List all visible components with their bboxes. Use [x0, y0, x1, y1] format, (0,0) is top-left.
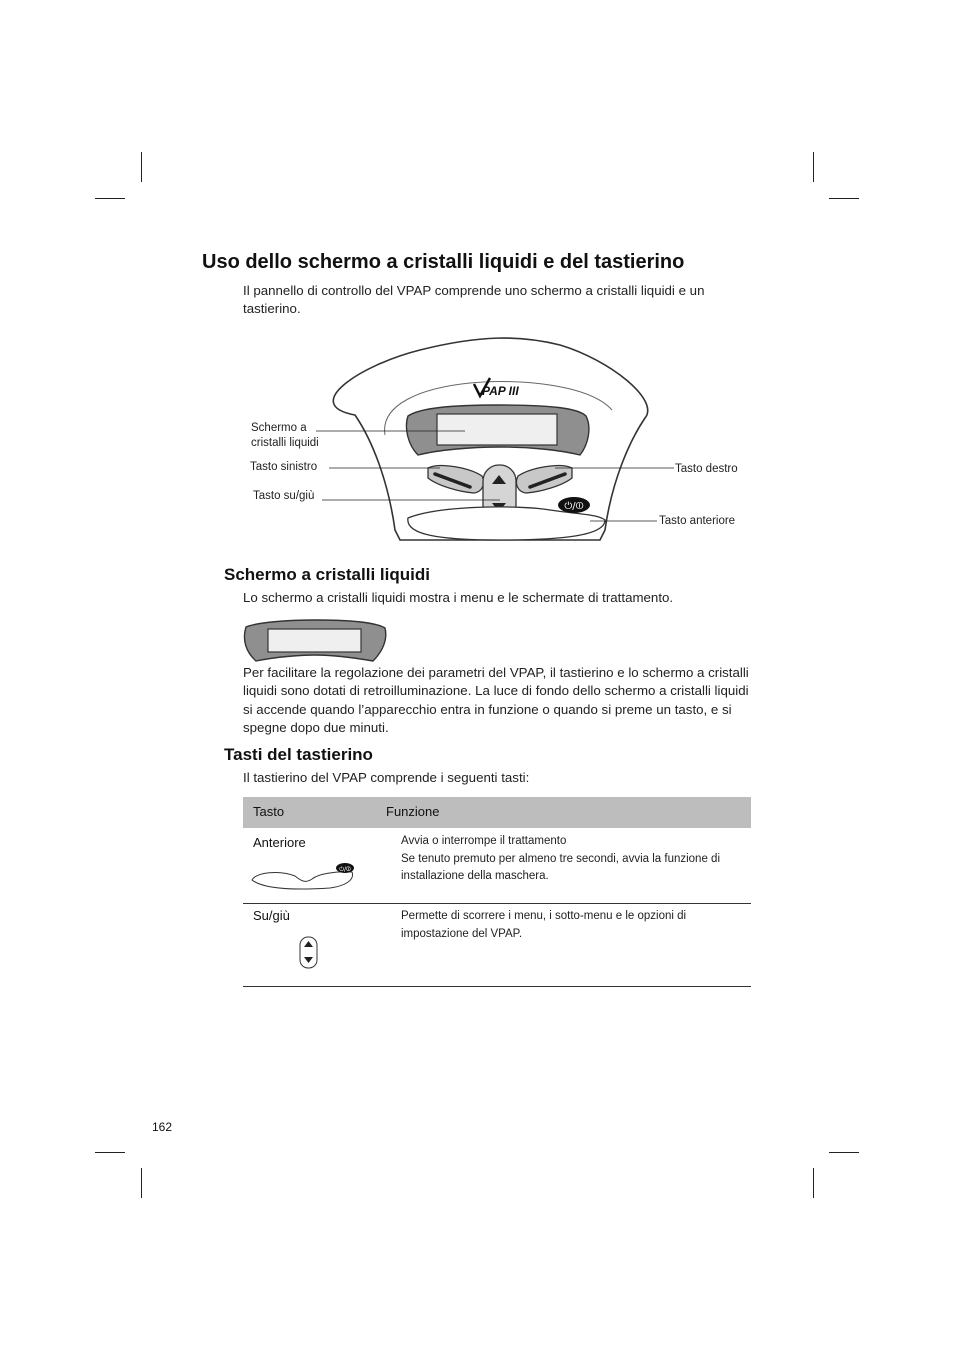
- lcd-heading: Schermo a cristalli liquidi: [224, 565, 430, 584]
- keys-heading: Tasti del tastierino: [224, 745, 373, 764]
- page-title: Uso dello schermo a cristalli liquidi e del tastierino: [202, 251, 685, 273]
- intro-paragraph: Il pannello di controllo del VPAP comprende uno schermo a cristalli liquidi e un tastierino.: [243, 283, 705, 317]
- table-header-key: Tasto: [253, 804, 285, 819]
- label-left-key: Tasto sinistro: [250, 461, 318, 473]
- table-row-key: Anteriore: [253, 835, 306, 850]
- crop-mark: [95, 1152, 125, 1153]
- label-updown-key: Tasto su/giù: [253, 490, 315, 502]
- label-lcd-line2: cristalli liquidi: [251, 437, 319, 449]
- function-text: Se tenuto premuto per almeno tre secondi, avvia la funzione di installazione della maschera.: [401, 852, 720, 882]
- svg-text:⏻/⏼: ⏻/⏼: [339, 866, 351, 873]
- crop-mark: [829, 1152, 859, 1153]
- crop-mark: [141, 1168, 142, 1198]
- table-header-function: Funzione: [386, 804, 440, 819]
- table-row-key: Su/giù: [253, 908, 290, 923]
- function-text: Permette di scorrere i menu, i sotto-menu e le opzioni di impostazione del VPAP.: [401, 910, 687, 940]
- function-text: Avvia o interrompe il trattamento: [401, 835, 567, 847]
- vpap-logo: PAP III: [482, 384, 519, 398]
- keys-intro: Il tastierino del VPAP comprende i seguenti tasti:: [243, 770, 530, 785]
- lcd-text-1: Lo schermo a cristalli liquidi mostra i menu e le schermate di trattamento.: [243, 590, 674, 605]
- label-front-key: Tasto anteriore: [659, 515, 736, 527]
- label-lcd-line1: Schermo a: [251, 422, 307, 434]
- power-symbol: ⏻/⏼: [564, 501, 584, 512]
- lcd-text-2: Per facilitare la regolazione dei parametri del VPAP, il tastierino e lo schermo a cristalli liquidi sono dotati di retroilluminazione. La luce di fondo dello schermo a cristalli liquidi si accende quando l’apparecchio entra in funzione o quando si preme un tasto, e si spegne dopo due minuti.: [243, 665, 749, 736]
- table-bottom-rule: [243, 986, 751, 987]
- page-number: 162: [152, 1120, 173, 1134]
- label-right-key: Tasto destro: [675, 463, 738, 475]
- crop-mark: [813, 1168, 814, 1198]
